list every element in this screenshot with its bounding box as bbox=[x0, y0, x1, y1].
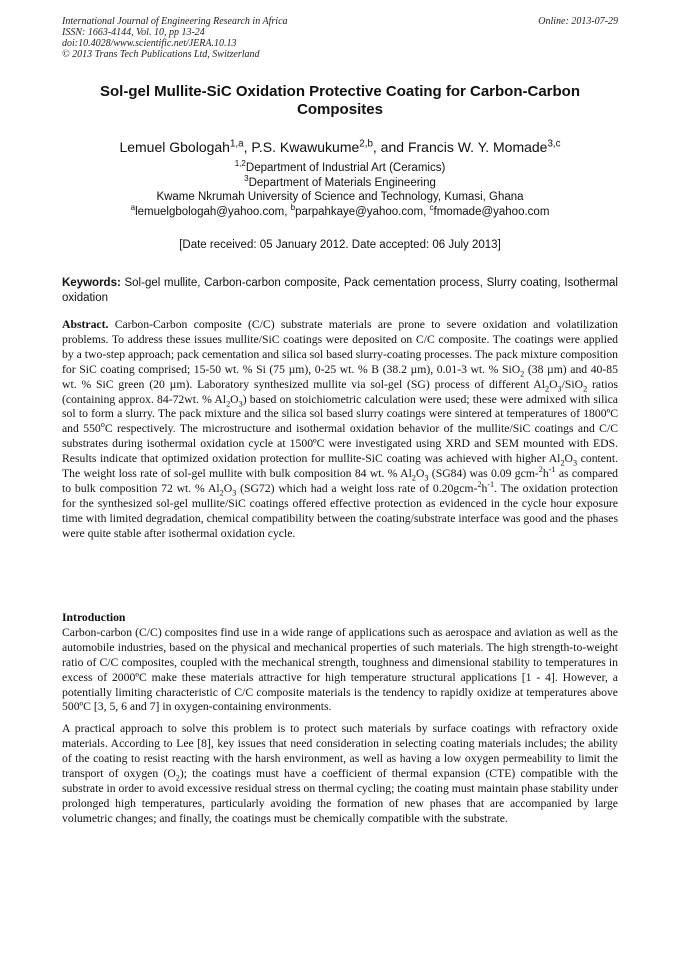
paper-title: Sol-gel Mullite-SiC Oxidation Protective Coating for Carbon-Carbon Composites bbox=[99, 83, 581, 118]
keywords-text: Sol-gel mullite, Carbon-carbon composite, Pack cementation process, Slurry coating, Isothermal oxidation bbox=[62, 277, 618, 304]
abstract-label: Abstract. bbox=[62, 318, 109, 331]
paragraph: A practical approach to solve this problem is to protect such materials by surface coatings with refractory oxide materials. According to Lee [8], key issues that need consideration in selecting coating materials includes; the ability of the coating to resist reacting with the harsh environment, as well as having a low oxygen permeability to limit the transport of oxygen $(O_2)$; the coatings must have a coefficient of thermal expansion (CTE) compatible with the substrate in order to avoid excessive residual stress on thermal cycling; the coating must maintain phase stability under prolonged high temperatures, particularly avoiding the formation of new phases that are accompanied by large volumetric changes; and finally, the coatings must be chemically compatible with the substrate. bbox=[62, 722, 618, 825]
author-list: Lemuel Gbologah$^{1,a}$, P.S. Kwawukume$^{2,b}$, and Francis W. Y. Momade$^{3,c}$ bbox=[119, 138, 561, 155]
keywords bbox=[62, 276, 618, 305]
affiliation-line bbox=[62, 161, 618, 176]
journal-header bbox=[62, 16, 618, 60]
author-superscript: 3,c bbox=[547, 138, 561, 150]
date-received-accepted: [Date received: 05 January 2012. Date accepted: 06 July 2013] bbox=[179, 239, 501, 251]
affiliation-line bbox=[62, 173, 618, 191]
email-link[interactable]: fmomade@yahoo.com bbox=[433, 205, 550, 218]
journal-copyright: © 2013 Trans Tech Publications Ltd, Switzerland bbox=[62, 49, 260, 60]
email-superscript: a bbox=[130, 202, 136, 212]
author-name: Lemuel Gbologah bbox=[119, 139, 230, 155]
author-separator: , and bbox=[372, 139, 408, 155]
section-heading-introduction: Introduction bbox=[62, 611, 126, 624]
affiliation-line: Kwame Nkrumah University of Science and Technology, Kumasi, Ghana bbox=[156, 191, 524, 203]
email-link[interactable]: parpahkaye@yahoo.com, bbox=[295, 205, 430, 218]
author-emails bbox=[62, 202, 618, 220]
author-superscript: 1,a bbox=[229, 138, 244, 150]
affiliations bbox=[62, 161, 618, 219]
affiliation-superscript: 1,2 bbox=[234, 159, 246, 169]
email-link[interactable]: lemuelgbologah@yahoo.com, bbox=[135, 205, 291, 218]
author-name: Francis W. Y. Momade bbox=[407, 139, 548, 155]
author-superscript: 2,b bbox=[359, 138, 373, 150]
affiliation-text: Department of Industrial Art (Ceramics) bbox=[245, 162, 446, 174]
abstract: Abstract. Carbon-Carbon composite (C/C) substrate materials are prone to severe oxidation and volatilization problems. To address these issues mullite/SiC coatings were deposited on C/C composite. The coatings were applied by a two-step approach; pack cementation and silica sol based slurry-coating processes. The pack mixture composition for SiC coating comprised; 15-50 wt. % Si (75 µm), 0-25 wt. % B (38.2 µm), 0.01-3 wt. % SiO$_2$ (38 µm) and 40-85 wt. % SiC green (20 µm). Laboratory synthesized mullite via sol-gel (SG) process of different $Al_2O_3/SiO_2$ ratios (containing approx. 84-72wt. % $Al_2O_3$) based on stoichiometric calculation were used; these were admixed with silica sol to form a slurry. The pack mixture and the silica sol based slurry coatings were sintered at temperatures of 1800ºC and 550$^o$C respectively. The microstructure and isothermal oxidation behavior of the mullite/SiC coatings and C/C substrates during isothermal oxidation cycle at 1500ºC were investigated using XRD and SEM mounted with EDS. Results indicate that optimized oxidation protection for mullite-SiC coating was achieved with higher $Al_2O_3$ content. The weight loss rate of sol-gel mullite with bulk composition 84 wt. % $Al_2O_3$ (SG84) was 0.09 gcm-$^2h^{-1}$ as compared to bulk composition 72 wt. % $Al_2O_3$ (SG72) which had a weight loss rate of $0.20gcm-^2h^{-1}$. The oxidation protection for the synthesized sol-gel mullite/SiC coatings offered effective protection as evidenced in the cycle hour exposure time with limited degradation, chemical compatibility between the coating/substrate interface was good and the phases were quite stable after isothermal oxidation cycle. bbox=[62, 318, 619, 540]
journal-name: International Journal of Engineering Research in Africa bbox=[62, 16, 288, 27]
author-name: P.S. Kwawukume bbox=[251, 139, 360, 155]
online-date: Online: 2013-07-29 bbox=[538, 16, 618, 27]
paragraph: Carbon-carbon (C/C) composites find use in a wide range of applications such as aerospace and aviation as well as the automobile industries, based on the physical and mechanical properties of such materials. The high strength-to-weight ratio of C/C composites, coupled with the mechanical strength, toughness and dimensional stability to temperatures in excess of 2000ºC make these materials attractive for high temperature structural applications [1 - 4]. However, a potentially limiting characteristic of C/C composite materials is the tendency to rapidly oxidize at temperatures above 500ºC [3, 5, 6 and 7] in oxygen-containing environments. bbox=[62, 625, 618, 714]
affiliation-text: Department of Materials Engineering bbox=[248, 176, 436, 189]
introduction-section bbox=[62, 611, 618, 834]
email-superscript: c bbox=[429, 202, 434, 212]
email-superscript: b bbox=[290, 202, 296, 212]
journal-issn: ISSN: 1663-4144, Vol. 10, pp 13-24 bbox=[62, 27, 205, 38]
journal-doi: doi:10.4028/www.scientific.net/JERA.10.13 bbox=[62, 38, 237, 49]
keywords-label: Keywords: bbox=[62, 277, 121, 289]
affiliation-superscript: 3 bbox=[244, 173, 249, 183]
